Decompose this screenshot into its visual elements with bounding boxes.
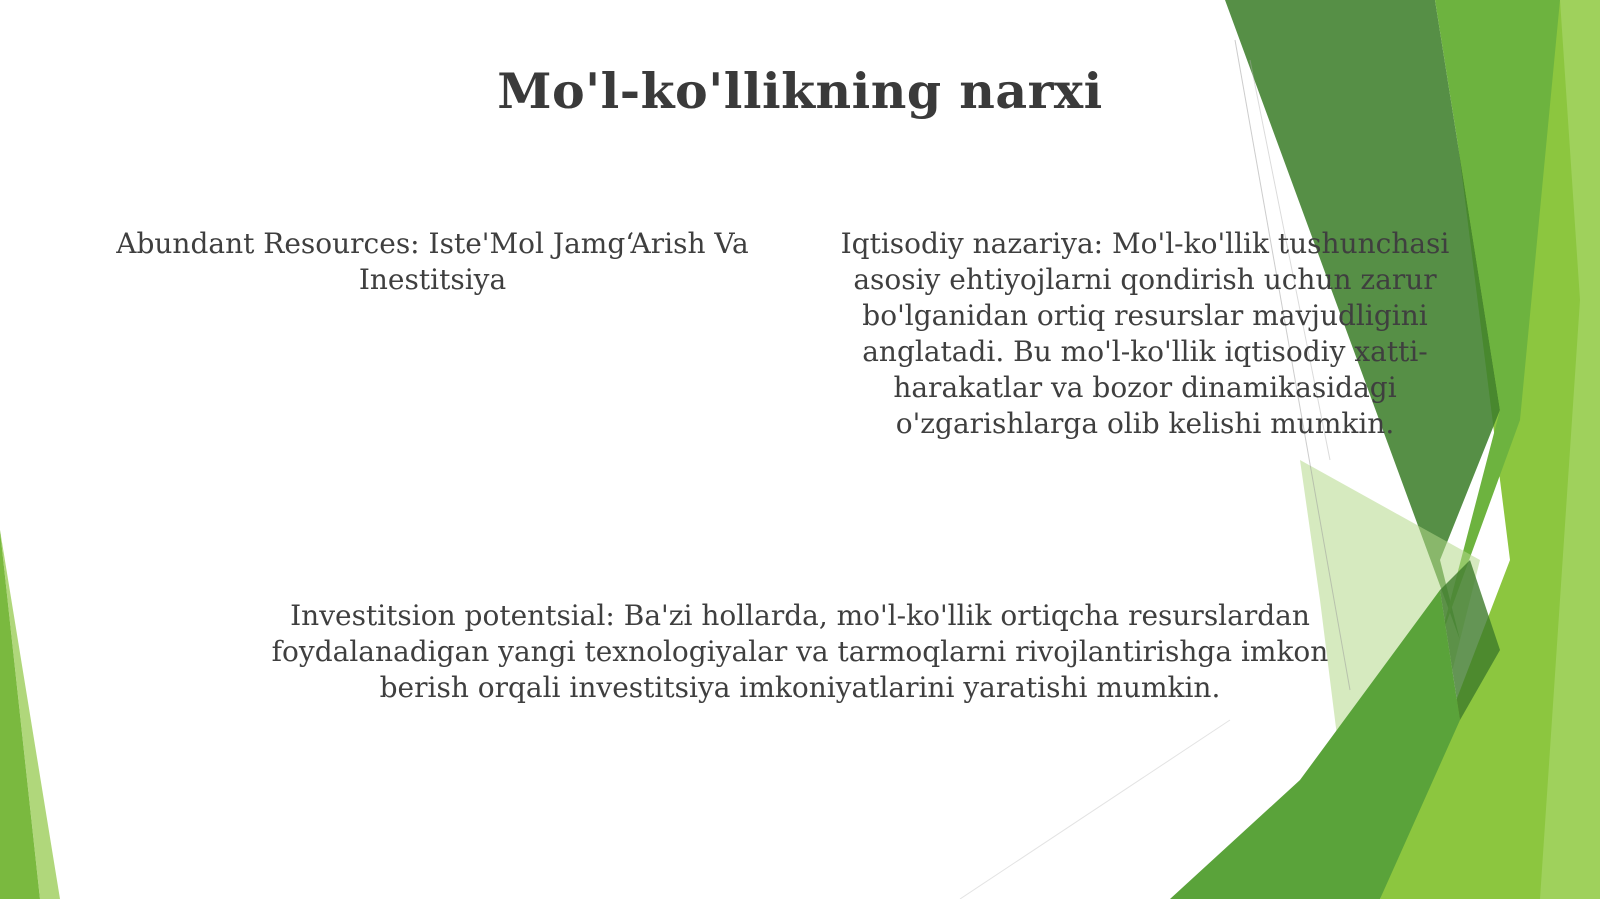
outline-line [960, 720, 1230, 899]
abundant-resources-text: Abundant Resources: Iste'Mol Jamg‘Arish Va Inestitsiya [116, 227, 749, 296]
investment-potential-text: Investitsion potentsial: Ba'zi hollarda, mo'l-ko'llik ortiqcha resurslardan foydalanadigan yangi texnologiyalar va tarmoqlarni rivojlantirishga imkon berish orqali investitsiya imkoniyatlarini yaratishi mumkin. [271, 599, 1329, 704]
slide-title: Mo'l-ko'llikning narxi [497, 62, 1103, 120]
economic-theory-text: Iqtisodiy nazariya: Mo'l-ko'llik tushunchasi asosiy ehtiyojlarni qondirish uchun zarur bo'lganidan ortiq resurslar mavjudligini anglatadi. Bu mo'l-ko'llik iqtisodiy xatti-harakatlar va bozor dinamikasidagi o'zgarishlarga olib kelishi mumkin. [840, 227, 1450, 440]
